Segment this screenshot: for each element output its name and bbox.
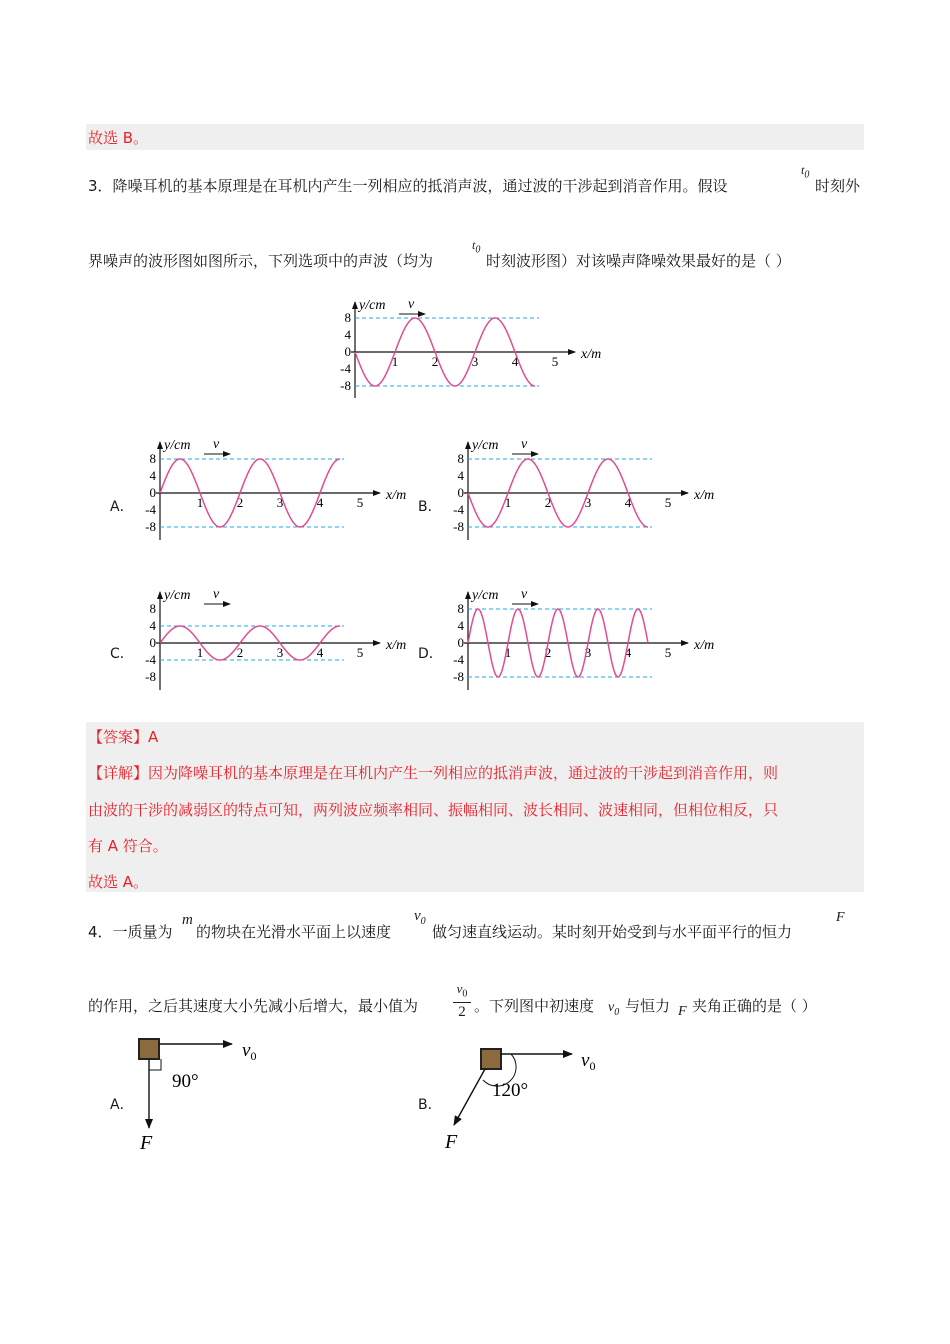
q3-number: 3． — [88, 177, 113, 195]
y-tick-label: 8 — [457, 451, 464, 466]
x-tick-label: 2 — [236, 495, 244, 510]
x-tick-label: 5 — [664, 495, 672, 510]
y-axis-label: y/cm — [164, 438, 191, 453]
y-tick-label: -4 — [453, 652, 464, 667]
wave-chart-option-b — [443, 436, 718, 544]
force-arrow — [454, 1069, 485, 1125]
q4-F: F — [836, 910, 845, 925]
x-tick-label: 4 — [511, 354, 519, 369]
y-tick-label: 8 — [149, 601, 156, 616]
q3-option-c-label: C． — [110, 646, 134, 662]
y-tick-label: 0 — [149, 485, 156, 500]
v0-label: $v_0$ — [581, 1050, 596, 1073]
x-tick-label: 3 — [276, 645, 284, 660]
y-tick-label: 0 — [344, 344, 351, 359]
y-axis-label: y/cm — [472, 438, 499, 453]
angle-label: 120° — [492, 1080, 529, 1101]
y-tick-label: 0 — [149, 635, 156, 650]
q3-t0-2: $t_0$ — [472, 238, 481, 256]
q3-detail-tag: 【详解】 — [88, 764, 149, 782]
y-tick-label: 4 — [149, 468, 156, 483]
q3-detail-line1: 【详解】因为降噪耳机的基本原理是在耳机内产生一列相应的抵消声波，通过波的干涉起到消音作用，则 — [88, 764, 779, 782]
q4-line1: 4．一质量为 — [88, 923, 173, 941]
q4-option-a-label: A． — [110, 1097, 134, 1113]
x-tick-label: 2 — [236, 645, 244, 660]
q3-option-d-label: D． — [418, 646, 443, 662]
prev-answer-box — [86, 124, 864, 150]
angle-label: 90° — [172, 1071, 199, 1092]
x-tick-label: 3 — [584, 645, 592, 660]
x-axis-label: x/m — [386, 488, 407, 503]
x-tick-label: 2 — [544, 495, 552, 510]
x-axis-label: x/m — [694, 638, 715, 653]
velocity-label: v — [521, 587, 528, 602]
y-axis-label: y/cm — [164, 588, 191, 603]
q4-number: 4． — [88, 923, 113, 941]
y-tick-label: -4 — [145, 502, 156, 517]
right-angle-mark — [149, 1059, 161, 1070]
y-tick-label: -8 — [145, 669, 156, 684]
force-diagram-a — [130, 1034, 280, 1156]
q4-option-b-label: B． — [418, 1097, 442, 1113]
x-tick-label: 1 — [504, 645, 512, 660]
prev-answer-text: 故选 B。 — [88, 129, 149, 147]
q3-option-b-label: B． — [418, 499, 442, 515]
x-tick-label: 1 — [391, 354, 399, 369]
q3-line2: 界噪声的波形图如图所示，下列选项中的声波（均为 — [88, 252, 434, 270]
x-tick-label: 4 — [624, 645, 632, 660]
y-tick-label: -4 — [145, 652, 156, 667]
q4-fraction: $v_0$ 2 — [453, 982, 471, 1021]
x-axis-label: x/m — [581, 347, 602, 362]
y-tick-label: -8 — [145, 519, 156, 534]
velocity-label: v — [213, 587, 220, 602]
q4-v0: $v_0$ — [414, 908, 426, 927]
y-tick-label: 4 — [149, 618, 156, 633]
q4-line1-b: 的物块在光滑水平面上以速度 — [196, 923, 392, 941]
y-tick-label: 4 — [344, 327, 351, 342]
q4-F-2: F — [678, 1004, 687, 1019]
velocity-label: v — [213, 437, 220, 452]
q3-option-a-label: A． — [110, 499, 134, 515]
y-tick-label: 0 — [457, 635, 464, 650]
wave-chart-option-c — [135, 586, 410, 694]
q4-m: m — [182, 912, 193, 928]
v0-label: $v_0$ — [242, 1040, 257, 1063]
x-axis-label: x/m — [386, 638, 407, 653]
velocity-label: v — [408, 297, 415, 312]
velocity-label: v — [521, 437, 528, 452]
x-tick-label: 1 — [196, 495, 204, 510]
x-tick-label: 3 — [584, 495, 592, 510]
q4-line1-c: 做匀速直线运动。某时刻开始受到与水平面平行的恒力 — [432, 923, 793, 941]
f-label: F — [140, 1132, 153, 1154]
x-tick-label: 4 — [316, 495, 324, 510]
x-tick-label: 3 — [276, 495, 284, 510]
x-tick-label: 4 — [624, 495, 632, 510]
y-tick-label: 4 — [457, 468, 464, 483]
wave-chart-option-a — [135, 436, 410, 544]
y-tick-label: -4 — [340, 361, 351, 376]
x-tick-label: 2 — [431, 354, 439, 369]
y-tick-label: 4 — [457, 618, 464, 633]
y-tick-label: -8 — [340, 378, 351, 393]
q3-answer-tag: 【答案】A — [88, 728, 159, 746]
y-tick-label: 8 — [344, 310, 351, 325]
q3-detail-line2: 由波的干涉的减弱区的特点可知，两列波应频率相同、振幅相同、波长相同、波速相同，但相位相反，只 — [88, 801, 779, 819]
y-axis-label: y/cm — [472, 588, 499, 603]
x-tick-label: 1 — [504, 495, 512, 510]
q3-detail-line3: 有 A 符合。 — [88, 837, 168, 855]
q4-v0-2: $v_0$ — [608, 1000, 620, 1018]
q3-conclusion: 故选 A。 — [88, 873, 149, 891]
block-icon — [139, 1039, 159, 1059]
x-axis-label: x/m — [694, 488, 715, 503]
q4-line2-d: 夹角正确的是（ ） — [692, 997, 817, 1015]
force-diagram-b — [438, 1034, 618, 1156]
y-tick-label: -8 — [453, 519, 464, 534]
x-tick-label: 5 — [356, 645, 364, 660]
block-icon — [481, 1049, 501, 1069]
x-tick-label: 1 — [196, 645, 204, 660]
y-tick-label: -8 — [453, 669, 464, 684]
q3-line1: 3．降噪耳机的基本原理是在耳机内产生一列相应的抵消声波，通过波的干涉起到消音作用。假设 — [88, 177, 728, 195]
q3-t0-1: $t_0$ — [801, 163, 810, 181]
q4-line2-a: 的作用，之后其速度大小先减小后增大，最小值为 — [88, 997, 419, 1015]
x-tick-label: 3 — [471, 354, 479, 369]
q4-line2-b: 。下列图中初速度 — [474, 997, 595, 1015]
x-tick-label: 5 — [356, 495, 364, 510]
q3-line2-end: 时刻波形图）对该噪声降噪效果最好的是（ ） — [486, 252, 791, 270]
q4-line2-c: 与恒力 — [625, 997, 671, 1015]
x-tick-label: 2 — [544, 645, 552, 660]
x-tick-label: 5 — [664, 645, 672, 660]
y-tick-label: -4 — [453, 502, 464, 517]
y-axis-label: y/cm — [359, 298, 386, 313]
f-label: F — [445, 1131, 458, 1153]
x-tick-label: 4 — [316, 645, 324, 660]
y-tick-label: 8 — [457, 601, 464, 616]
x-tick-label: 5 — [551, 354, 559, 369]
y-tick-label: 8 — [149, 451, 156, 466]
wave-chart-option-d — [443, 586, 718, 694]
wave-chart-noise — [330, 296, 620, 402]
q3-line1-end: 时刻外 — [815, 177, 861, 195]
y-tick-label: 0 — [457, 485, 464, 500]
